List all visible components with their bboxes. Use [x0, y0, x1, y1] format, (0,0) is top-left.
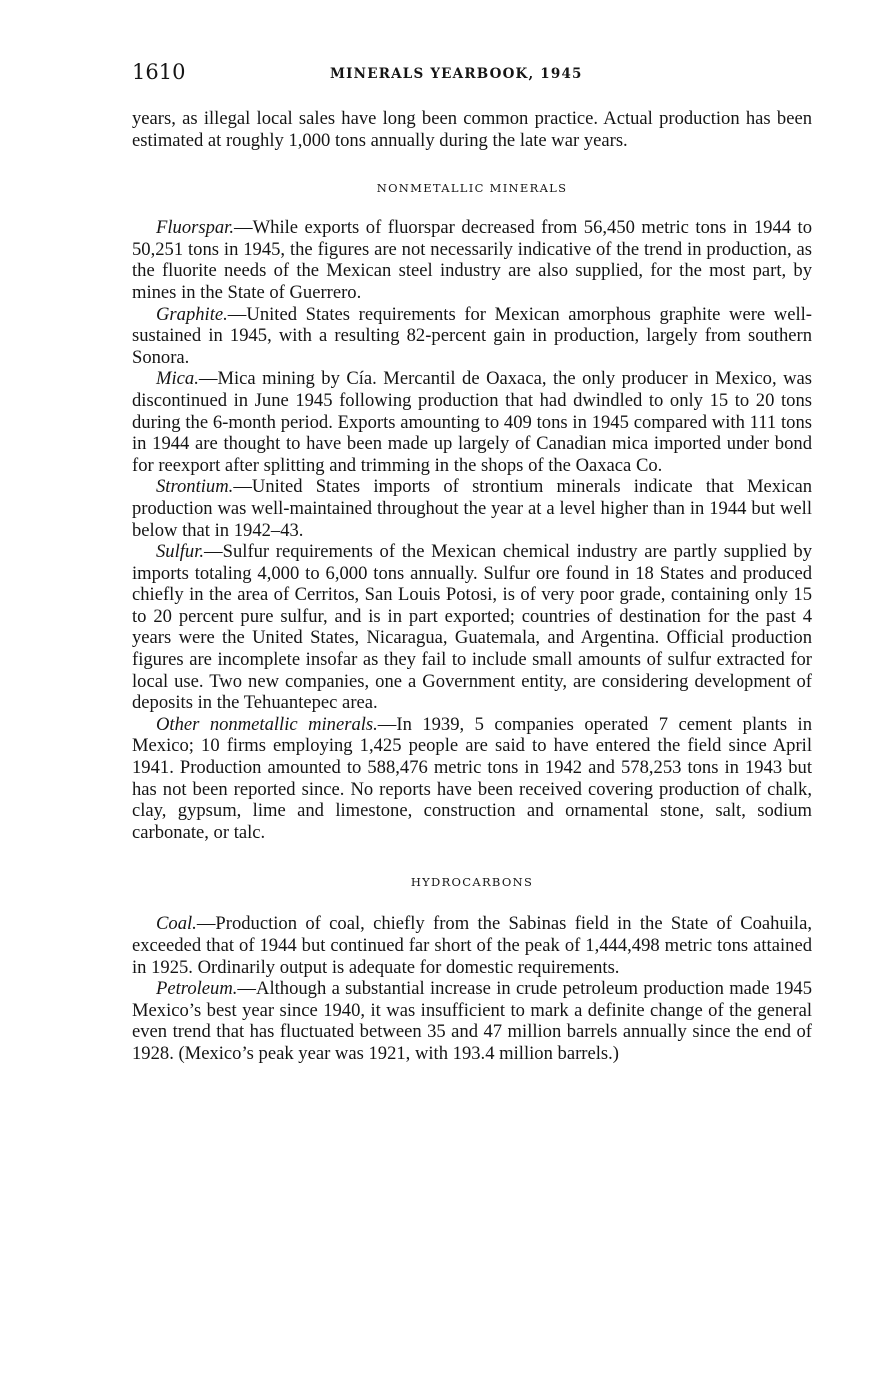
intro-paragraph: years, as illegal local sales have long been common practice. Actual production has been estimated at roughly 1,000 tons annually during the late war years.	[132, 108, 812, 151]
page-number: 1610	[132, 60, 186, 84]
paragraph-petroleum: Petroleum.—Although a substantial increase in crude petroleum production made 1945 Mexico’s best year since 1940, it was insufficient to mark a definite change of the general even trend that has fluctuated between 35 and 47 million barrels annually since the end of 1928. (Mexico’s peak year was 1921, with 193.4 million barrels.)	[132, 978, 812, 1064]
paragraph-sulfur: Sulfur.—Sulfur requirements of the Mexican chemical industry are partly supplied by imports totaling 4,000 to 6,000 tons annually. Sulfur ore found in 18 States and produced chiefly in the area of Cerritos, San Louis Potosi, is of very poor grade, containing only 15 to 20 percent pure sulfur, and is in part exported; countries of destination for the past 4 years were the United States, Nicaragua, Guatemala, and Argentina. Official production figures are incomplete insofar as they fail to include small amounts of sulfur extracted for local use. Two new companies, one a Government entity, are considering development of deposits in the Tehuantepec area.	[132, 541, 812, 714]
section-heading-nonmetallic: NONMETALLIC MINERALS	[376, 181, 568, 196]
term-petroleum: Petroleum.	[156, 978, 238, 1000]
paragraph-fluorspar: Fluorspar.—While exports of fluorspar decreased from 56,450 metric tons in 1944 to 50,251 tons in 1945, the figures are not necessarily indicative of the trend in production, as the fluorite needs of the Mexican steel industry are also supplied, for the most part, by mines in the State of Guerrero.	[132, 217, 812, 303]
paragraph-other-nonmetallic: Other nonmetallic minerals.—In 1939, 5 companies operated 7 cement plants in Mexico; 10 firms employing 1,425 people are said to have entered the field since April 1941. Production amounted to 588,476 metric tons in 1942 and 578,253 tons in 1943 but has not been reported since. No reports have been received covering production of chalk, clay, gypsum, lime and limestone, construction and ornamental stone, salt, sodium carbonate, or talc.	[132, 713, 812, 843]
term-coal: Coal.	[156, 913, 197, 935]
paragraph-mica: Mica.—Mica mining by Cía. Mercantil de Oaxaca, the only producer in Mexico, was discontinued in June 1945 following production that had dwindled to only 15 to 20 tons during the 6-month period. Exports amounting to 409 tons in 1945 compared with 111 tons in 1944 are thought to have been made up largely of Canadian mica imported under bond for reexport after splitting and trimming in the shops of the Oaxaca Co.	[132, 368, 812, 476]
running-title: MINERALS YEARBOOK, 1945	[330, 66, 583, 82]
paragraph-graphite: Graphite.—United States requirements for Mexican amorphous graphite were well-sustained in 1945, with a resulting 82-percent gain in production, largely from southern Sonora.	[132, 303, 812, 368]
section-heading-hydrocarbons: HYDROCARBONS	[410, 875, 534, 890]
paragraph-strontium: Strontium.—United States imports of strontium minerals indicate that Mexican production was well-maintained throughout the year at a level higher than in 1944 but well below that in 1942–43.	[132, 476, 812, 541]
document-page	[132, 58, 812, 1065]
term-other-nonmetallic: Other nonmetallic minerals.	[156, 713, 378, 735]
term-fluorspar: Fluorspar.	[156, 217, 235, 239]
page-header	[132, 58, 812, 88]
term-sulfur: Sulfur.	[156, 541, 205, 563]
term-mica: Mica.	[156, 368, 199, 390]
term-graphite: Graphite.	[156, 303, 228, 325]
paragraph-coal: Coal.—Production of coal, chiefly from the Sabinas field in the State of Coahuila, exceeded that of 1944 but continued far short of the peak of 1,444,498 metric tons attained in 1925. Ordinarily output is adequate for domestic requirements.	[132, 913, 812, 978]
term-strontium: Strontium.	[156, 476, 234, 498]
